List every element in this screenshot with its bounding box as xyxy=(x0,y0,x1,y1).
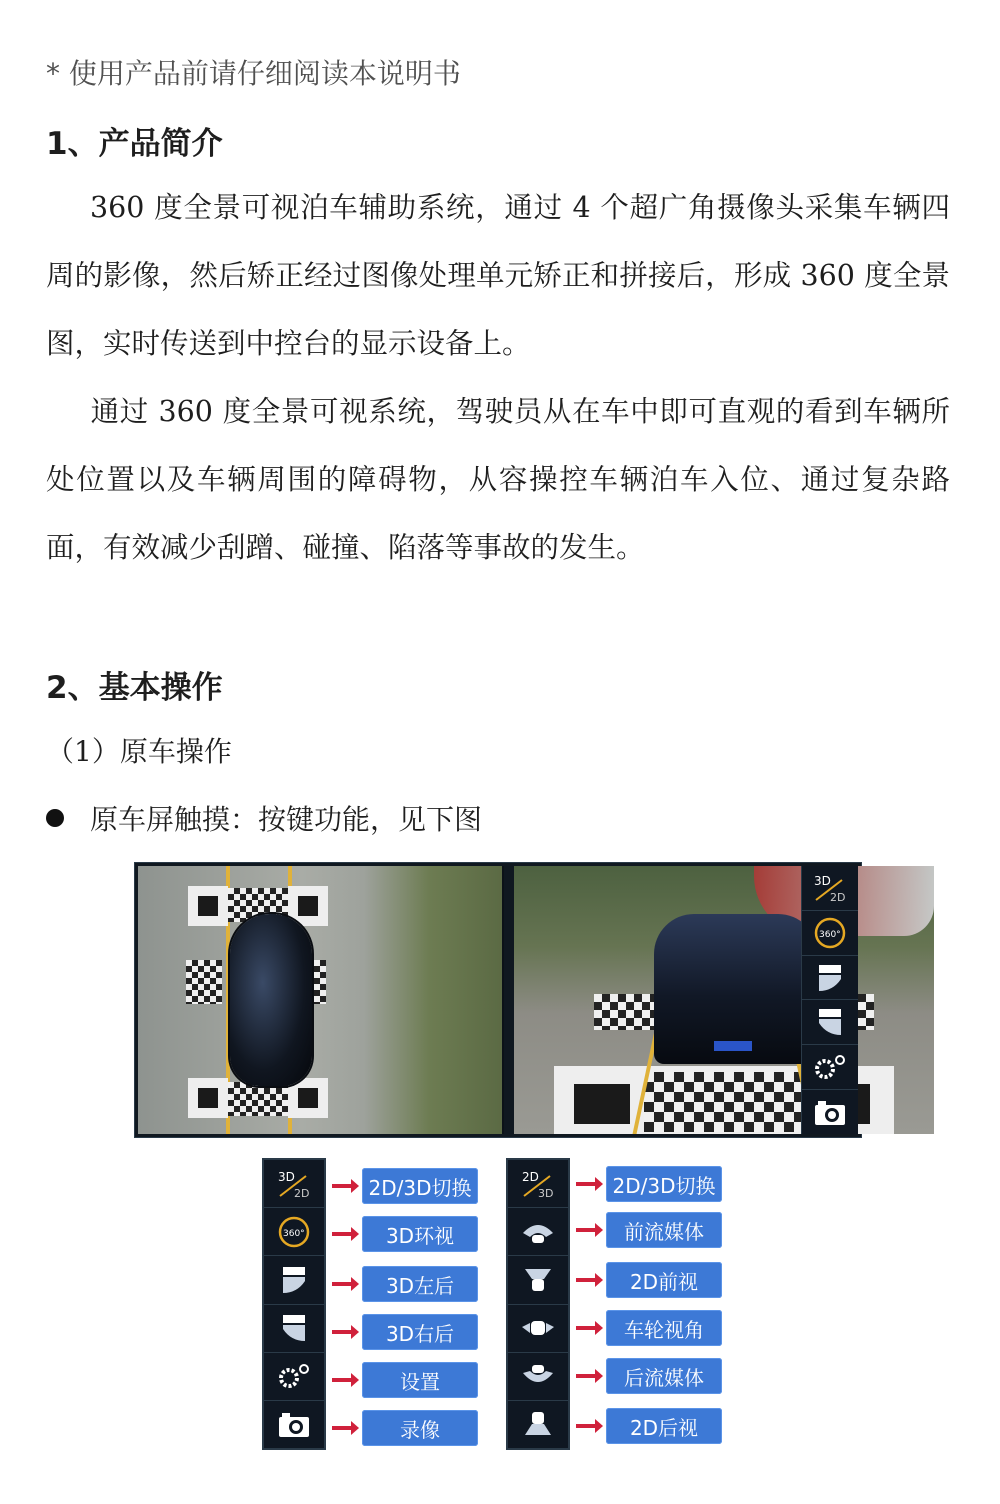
system-screenshot xyxy=(134,862,862,1138)
2d-3d-switch-icon xyxy=(264,1160,324,1208)
license-plate xyxy=(714,1041,752,1051)
legend-row xyxy=(576,1406,722,1446)
legend-label: 2D前视 xyxy=(606,1262,722,1298)
left-rear-3d-icon[interactable] xyxy=(802,956,858,1001)
bullet-text: 原车屏触摸：按键功能，见下图 xyxy=(90,803,483,836)
arrow-icon xyxy=(576,1278,596,1282)
360-view-icon[interactable] xyxy=(802,911,858,956)
svg-text:2D: 2D xyxy=(522,1169,539,1184)
legend-row xyxy=(576,1308,722,1348)
arrow-icon xyxy=(576,1228,596,1232)
legend-label: 设置 xyxy=(362,1362,478,1398)
arrow-icon xyxy=(332,1378,352,1382)
record-camera-icon[interactable] xyxy=(802,1090,858,1134)
legend-row xyxy=(576,1260,722,1300)
record-camera-icon xyxy=(264,1401,324,1448)
arrow-icon xyxy=(576,1182,596,1186)
legend-left-icons xyxy=(262,1158,326,1450)
svg-text:3D: 3D xyxy=(538,1186,554,1200)
legend-right-icons xyxy=(506,1158,570,1450)
rear-view-2d-icon xyxy=(508,1401,568,1448)
bullet-touch-screen xyxy=(46,798,482,838)
legend-row xyxy=(332,1312,478,1352)
legend-row xyxy=(332,1264,478,1304)
arrow-icon xyxy=(332,1426,352,1430)
svg-text:3D: 3D xyxy=(278,1169,295,1184)
svg-text:360°: 360° xyxy=(283,1228,305,1239)
front-fisheye-icon xyxy=(508,1208,568,1256)
svg-text:360°: 360° xyxy=(819,929,841,940)
2d-3d-switch-icon xyxy=(508,1160,568,1208)
legend-row xyxy=(332,1360,478,1400)
svg-text:3D: 3D xyxy=(814,873,831,888)
3d-perspective-view xyxy=(514,866,934,1134)
arrow-icon xyxy=(332,1330,352,1334)
front-view-2d-icon xyxy=(508,1256,568,1304)
settings-icon[interactable] xyxy=(802,1045,858,1090)
legend-row xyxy=(332,1166,478,1206)
legend-row xyxy=(332,1214,478,1254)
svg-text:2D: 2D xyxy=(830,890,846,904)
arrow-icon xyxy=(576,1326,596,1330)
section-heading-intro: 1、产品简介 xyxy=(46,126,223,162)
2d-3d-switch-icon[interactable] xyxy=(802,866,858,911)
reading-note: * 使用产品前请仔细阅读本说明书 xyxy=(46,57,461,90)
legend-label: 3D环视 xyxy=(362,1216,478,1252)
arrow-icon xyxy=(576,1374,596,1378)
legend-label: 车轮视角 xyxy=(606,1310,722,1346)
legend-label: 录像 xyxy=(362,1410,478,1446)
legend-row xyxy=(576,1210,722,1250)
arrow-icon xyxy=(332,1232,352,1236)
legend-label: 3D右后 xyxy=(362,1314,478,1350)
svg-text:2D: 2D xyxy=(294,1186,310,1200)
wheel-view-icon xyxy=(508,1305,568,1353)
intro-paragraph-2: 通过 360 度全景可视系统，驾驶员从在车中即可直观的看到车辆所处位置以及车辆周围的障碍物，从容操控车辆泊车入位、通过复杂路面，有效减少刮蹭、碰撞、陷落等事故的发生。 xyxy=(46,395,950,564)
legend-label: 3D左后 xyxy=(362,1266,478,1302)
360-view-icon xyxy=(264,1208,324,1256)
arrow-icon xyxy=(332,1184,352,1188)
arrow-icon xyxy=(332,1282,352,1286)
legend-label: 后流媒体 xyxy=(606,1358,722,1394)
legend-label: 2D后视 xyxy=(606,1408,722,1444)
section-heading-operation: 2、基本操作 xyxy=(46,670,223,706)
right-rear-3d-icon[interactable] xyxy=(802,1000,858,1045)
legend-label: 2D/3D切换 xyxy=(606,1166,722,1202)
intro-paragraph-1: 360 度全景可视泊车辅助系统，通过 4 个超广角摄像头采集车辆四周的影像，然后矫正经过图像处理单元矫正和拼接后，形成 360 度全景图，实时传送到中控台的显示设备上。 xyxy=(46,191,950,360)
screen-toolbar xyxy=(801,866,858,1134)
car-top-view xyxy=(230,914,312,1086)
settings-icon xyxy=(264,1353,324,1401)
legend-row xyxy=(576,1164,722,1204)
legend-row xyxy=(332,1408,478,1448)
arrow-icon xyxy=(576,1424,596,1428)
bird-eye-view xyxy=(138,866,504,1134)
subsection-original-car: （1）原车操作 xyxy=(46,735,232,768)
right-rear-3d-icon xyxy=(264,1305,324,1353)
left-rear-3d-icon xyxy=(264,1256,324,1304)
legend-label: 2D/3D切换 xyxy=(362,1168,478,1204)
bullet-dot xyxy=(46,809,64,827)
legend-row xyxy=(576,1356,722,1396)
legend-label: 前流媒体 xyxy=(606,1212,722,1248)
rear-fisheye-icon xyxy=(508,1353,568,1401)
